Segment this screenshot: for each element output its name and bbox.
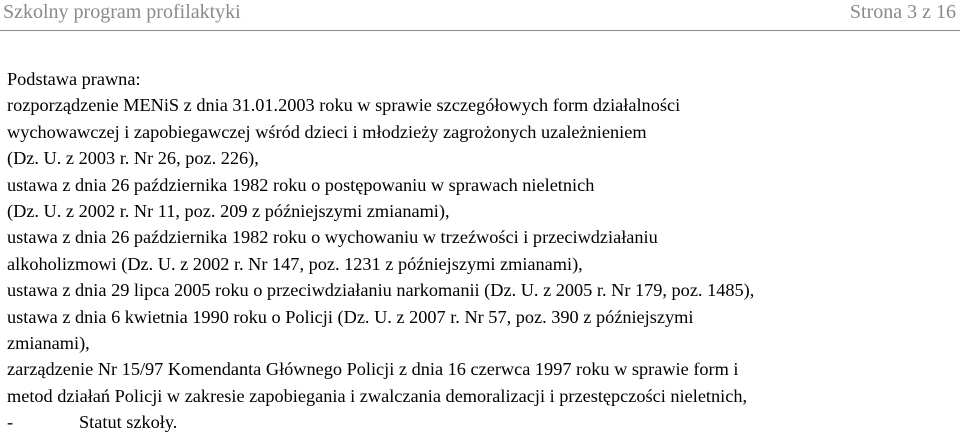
text-line: ustawa z dnia 26 października 1982 roku o wychowaniu w trzeźwości i przeciwdziałaniu bbox=[7, 227, 658, 248]
document-body bbox=[7, 66, 957, 436]
bullet-dash: - bbox=[7, 412, 14, 433]
list-item bbox=[7, 409, 957, 435]
text-line: wychowawczej i zapobiegawczej wśród dzieci i młodzieży zagrożonych uzależnieniem bbox=[7, 121, 647, 142]
text-line: metod działań Policji w zakresie zapobiegania i zwalczania demoralizacji i przestępczości nieletnich, bbox=[7, 385, 748, 406]
text-line: ustawa z dnia 6 kwietnia 1990 roku o Policji (Dz. U. z 2007 r. Nr 57, poz. 390 z późniejszymi bbox=[7, 306, 694, 327]
list-item-text: Statut szkoły. bbox=[79, 412, 178, 433]
text-line: (Dz. U. z 2002 r. Nr 11, poz. 209 z późniejszymi zmianami), bbox=[7, 201, 450, 222]
text-line: ustawa z dnia 29 lipca 2005 roku o przeciwdziałaniu narkomanii (Dz. U. z 2005 r. Nr 179, poz. 1485), bbox=[7, 280, 755, 301]
section-heading: Podstawa prawna: bbox=[7, 69, 141, 89]
text-line: rozporządzenie MENiS z dnia 31.01.2003 roku w sprawie szczegółowych form działalności bbox=[7, 95, 681, 116]
text-line: zmianami), bbox=[7, 333, 90, 354]
text-line: ustawa z dnia 26 października 1982 roku o postępowaniu w sprawach nieletnich bbox=[7, 174, 595, 195]
page-number: Strona 3 z 16 bbox=[849, 1, 956, 23]
text-line: alkoholizmowi (Dz. U. z 2002 r. Nr 147, poz. 1231 z późniejszymi zmianami), bbox=[7, 253, 583, 274]
text-line: zarządzenie Nr 15/97 Komendanta Głównego Policji z dnia 16 czerwca 1997 roku w sprawie form i bbox=[7, 359, 739, 380]
page-header bbox=[0, 0, 960, 31]
text-line: (Dz. U. z 2003 r. Nr 26, poz. 226), bbox=[7, 148, 259, 169]
header-title: Szkolny program profilaktyki bbox=[3, 1, 241, 23]
